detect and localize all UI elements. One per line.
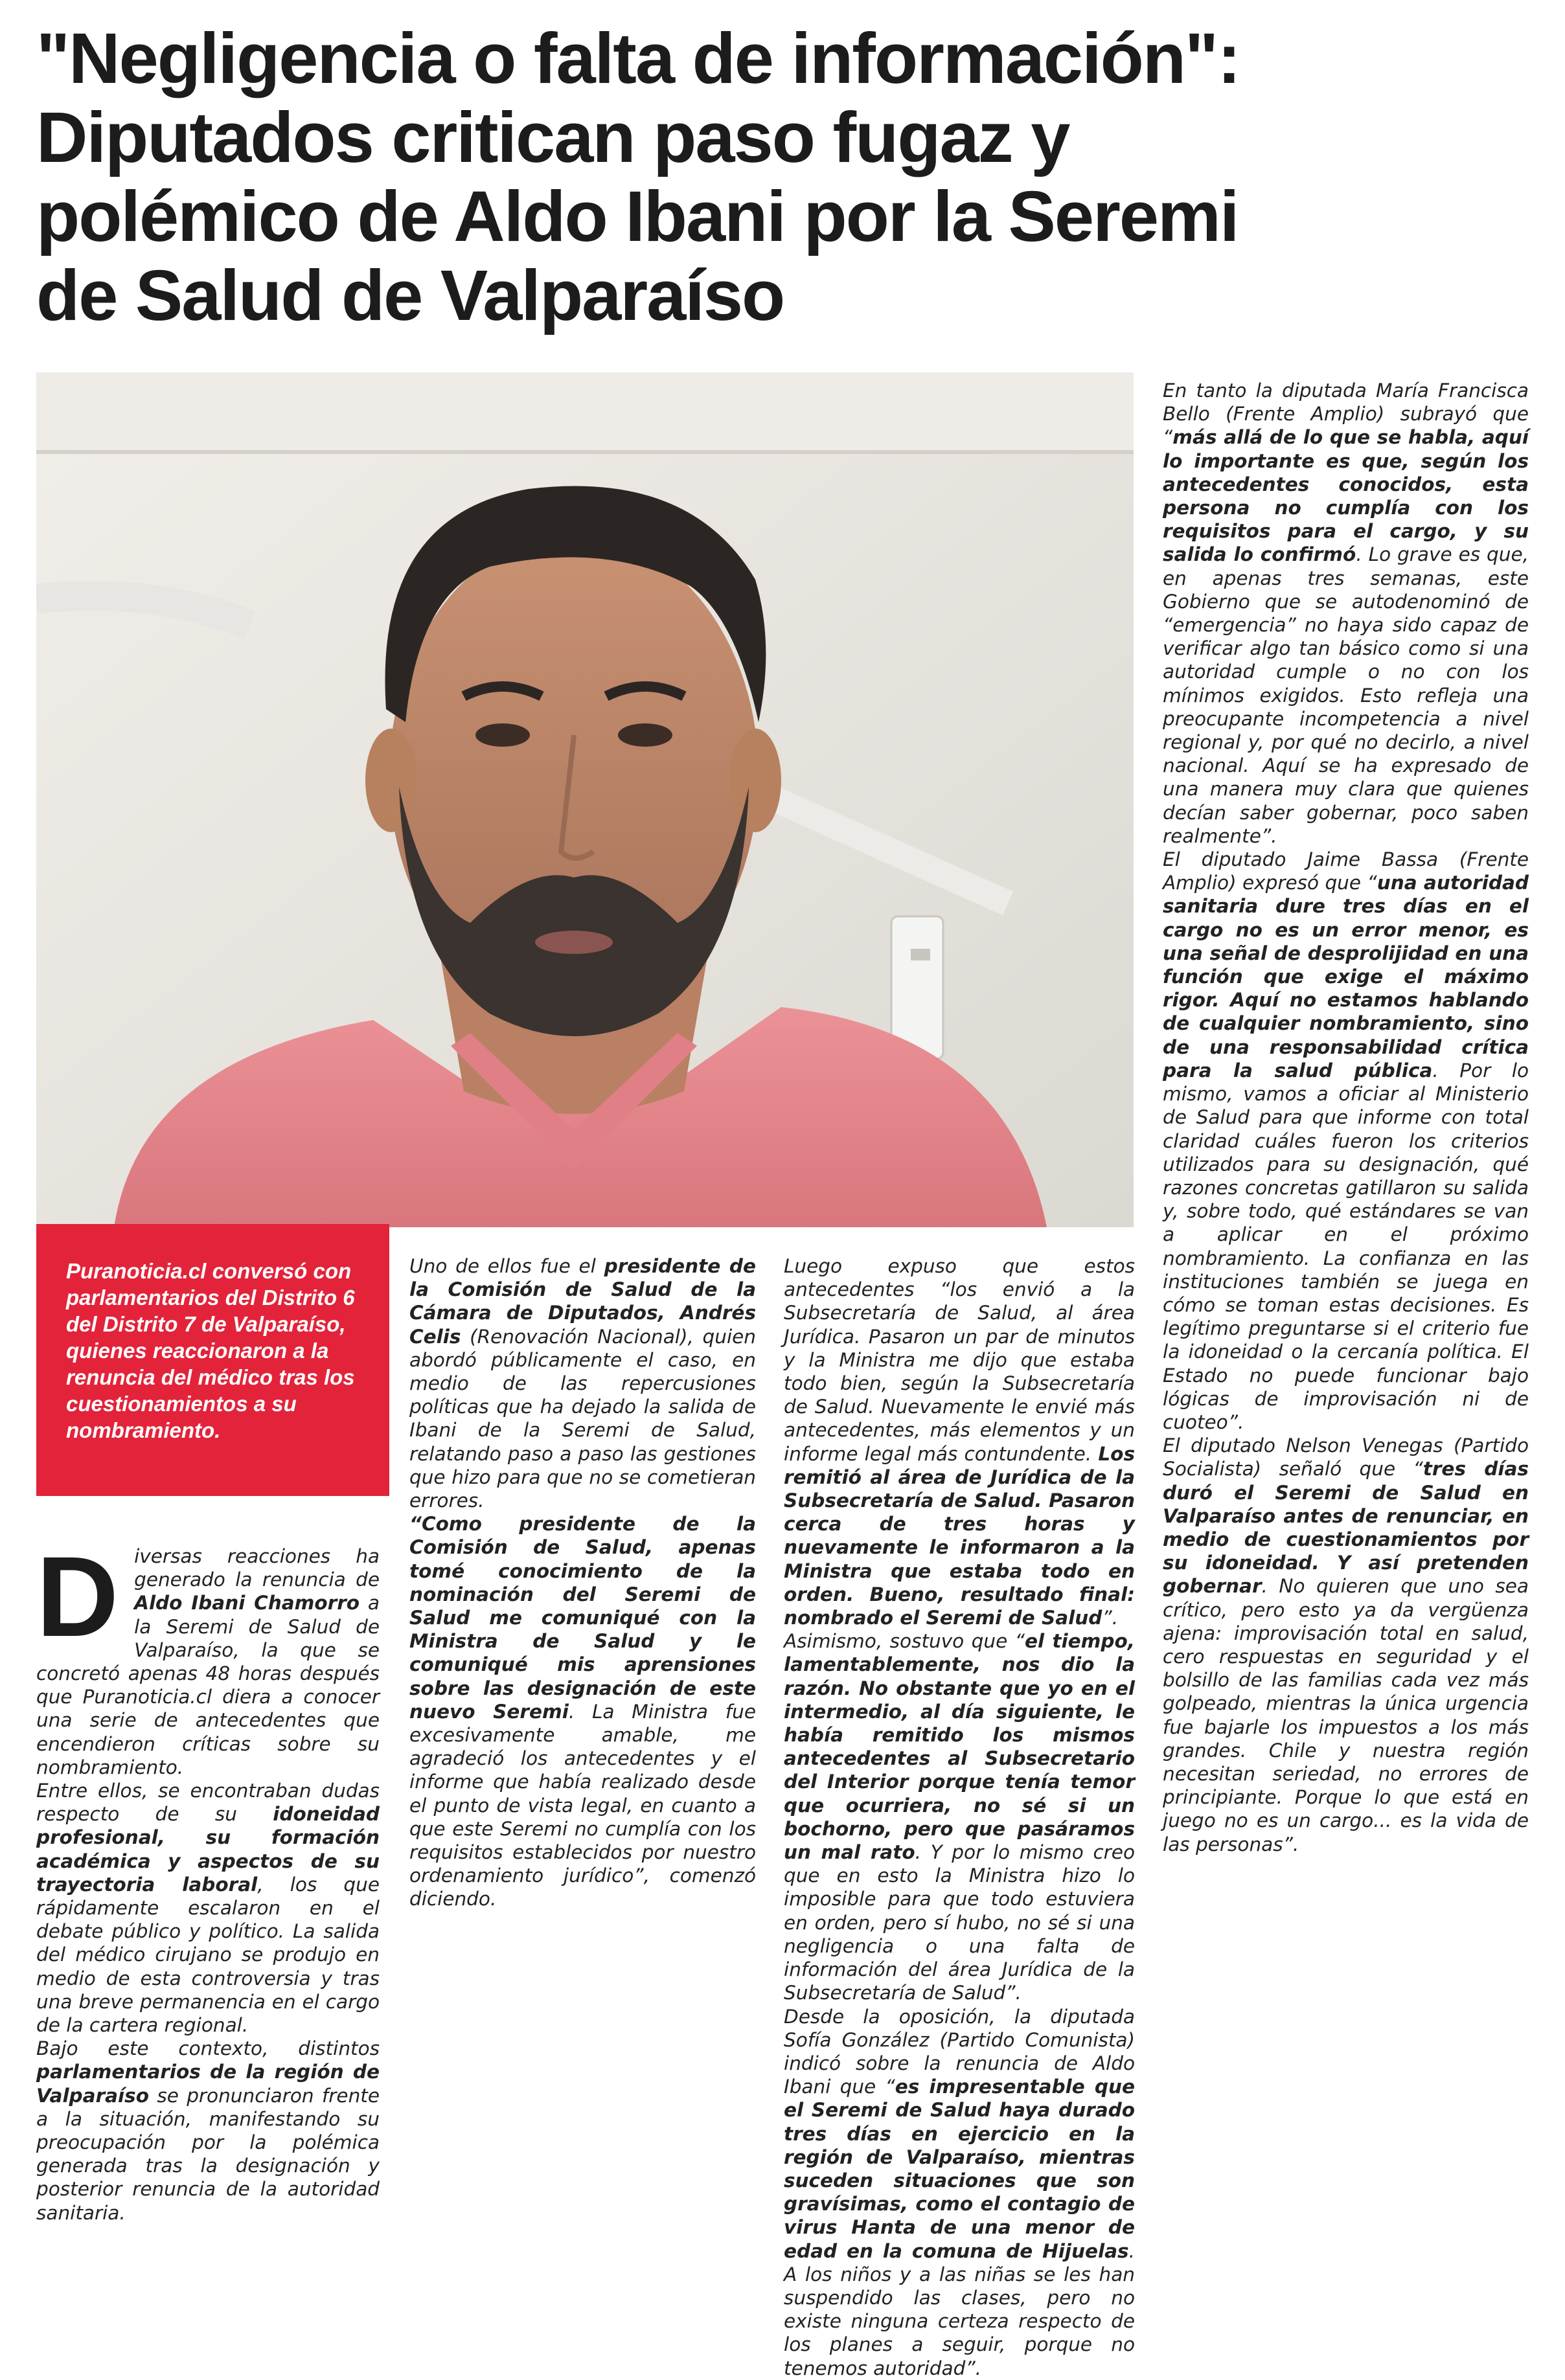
text-run: En tanto la diputada María Francisca Bello (Frente Amplio) subrayó que “ <box>1163 380 1529 449</box>
headline <box>36 19 1526 335</box>
text-run: Desde la oposición, la diputada Sofía González (Partido Comunista) indicó sobre la renuncia de Aldo Ibani que “ <box>784 2005 1135 2098</box>
paragraph <box>784 1629 1135 2004</box>
paragraph <box>1163 848 1529 1434</box>
text-run: . Y por lo mismo creo que en esto la Ministra hizo lo imposible para que todo estuviera en orden, pero sí hubo, no sé si una negligencia o una falta de información del área Jurídica de la Subsecretaría de Salud”. <box>784 1841 1135 2004</box>
portrait-illustration <box>36 372 1134 1227</box>
bold-run: presidente de la Comisión de Salud de la Cámara de Diputados, Andrés Celis <box>409 1255 756 1348</box>
bold-run: Aldo Ibani Chamorro <box>134 1592 360 1615</box>
text-run: Bajo este contexto, distintos <box>36 2037 380 2060</box>
bold-run: tres días duró el Seremi de Salud en Valparaíso antes de renunciar, en medio de cuestionamientos por su idoneidad. Y así pretenden gobernar <box>1163 1458 1529 1598</box>
bold-run: parlamentarios de la región de Valparaíso <box>36 2061 380 2107</box>
paragraph <box>409 1512 756 1910</box>
headline-line: de Salud de Valparaíso <box>36 256 784 335</box>
article-column-2 <box>409 1254 756 1911</box>
text-run: . Lo grave es que, en apenas tres semanas, este Gobierno que se autodenominó de “emergencia” no haya sido capaz de verificar algo tan básico como si una autoridad cumple o no con los mínimos exigidos. Esto refleja una preocupante incompetencia a nivel regional y, por qué no decirlo, a nivel nacional. Aquí se ha expresado de una manera muy clara que quienes decían saber gobernar, poco saben realmente”. <box>1163 543 1529 847</box>
paragraph <box>784 1254 1135 1629</box>
headline-line: polémico de Aldo Ibani por la Seremi <box>36 177 1239 256</box>
article-photo <box>36 372 1134 1227</box>
article-column-3 <box>784 1254 1135 2380</box>
paragraph <box>1163 379 1529 848</box>
paragraph <box>784 2005 1135 2380</box>
paragraph <box>36 2037 380 2225</box>
text-run: a la Seremi de Salud de Valparaíso, la que se concretó apenas 48 horas después que Puranoticia.cl diera a conocer una serie de antecedentes que encendieron críticas sobre su nombramiento. <box>36 1592 380 1778</box>
text-run: . La Ministra fue excesivamente amable, me agradeció los antecedentes y el informe que había realizado desde el punto de vista legal, en cuanto a que este Seremi no cumplía con los requisitos establecidos por nuestro ordenamiento jurídico”, comenzó diciendo. <box>409 1700 756 1910</box>
headline-line: Diputados critican paso fugaz y <box>36 98 1069 177</box>
paragraph <box>36 1779 380 2037</box>
bold-run: Los remitió al área de Jurídica de la Subsecretaría de Salud. Pasaron cerca de tres horas y nuevamente le informaron a la Ministra que estaba todo en orden. Bueno, resultado final: nombrado el Seremi de Salud <box>784 1442 1135 1629</box>
text-run: Luego expuso que estos antecedentes “los envió a la Subsecretaría de Salud, al área Jurídica. Pasaron un par de minutos y la Ministra me dijo que estaba todo bien, según la Subsecretaría de Salud. Nuevamente le envié más antecedentes, más elementos y un informe legal más contundente. <box>784 1255 1135 1465</box>
photo-caption: Puranoticia.cl conversó con parlamentarios del Distrito 6 del Distrito 7 de Valparaíso, quienes reaccionaron a la renuncia del médico tras los cuestionamientos a su nombramiento. <box>36 1224 389 1496</box>
text-run: se pronunciaron frente a la situación, manifestando su preocupación por la polémica generada tras la designación y posterior renuncia de la autoridad sanitaria. <box>36 2084 380 2224</box>
text-run: iversas reacciones ha generado la renuncia de <box>134 1545 380 1591</box>
paragraph <box>409 1254 756 1512</box>
text-run: . No quieren que uno sea crítico, pero esto ya da vergüenza ajena: improvisación total en salud, cero respuestas en seguridad y el bolsillo de las familias cada vez más golpeado, mientras la única urgencia fue bajarle los impuestos a los más grandes. Chile y nuestra región necesitan seriedad, no errores de principiante. Porque lo que está en juego no es un cargo... es la vida de las personas”. <box>1163 1575 1529 1855</box>
text-run: , los que rápidamente escalaron en el debate público y político. La salida del médico cirujano se produjo en medio de esta controversia y tras una breve permanencia en el cargo de la cartera regional. <box>36 1873 380 2037</box>
text-run: El diputado Jaime Bassa (Frente Amplio) expresó que “ <box>1163 848 1529 894</box>
text-run: El diputado Nelson Venegas (Partido Socialista) señaló que “ <box>1163 1434 1529 1480</box>
text-run: Entre ellos, se encontraban dudas respecto de su <box>36 1780 380 1826</box>
text-run: Asimismo, sostuvo que “ <box>784 1630 1025 1653</box>
bold-run: idoneidad profesional, su formación académica y aspectos de su trayectoria laboral <box>36 1803 380 1896</box>
bold-run: más allá de lo que se habla, aquí lo importante es que, según los antecedentes conocidos, esta persona no cumplía con los requisitos para el cargo, y su salida lo confirmó <box>1163 426 1529 566</box>
paragraph <box>1163 1434 1529 1856</box>
text-run: (Renovación Nacional), quien abordó públicamente el caso, en medio de las repercusiones políticas que ha dejado la salida de Ibani de la Seremi de Salud, relatando paso a paso las gestiones que hizo para que no se cometieran errores. <box>409 1325 756 1512</box>
text-run: Uno de ellos fue el <box>409 1255 604 1277</box>
article-column-1 <box>36 1534 380 2225</box>
bold-run: “Como presidente de la Comisión de Salud, apenas tomé conocimiento de la nominación del Seremi de Salud me comuniqué con la Ministra de Salud y le comuniqué mis aprensiones sobre las designación de este nuevo Seremi <box>409 1513 756 1723</box>
text-run: . Por lo mismo, vamos a oficiar al Ministerio de Salud para que informe con total claridad cuáles fueron los criterios utilizados para su designación, qué razones concretas gatillaron su salida y, sobre todo, qué estándares se van a aplicar en el próximo nombramiento. La confianza en las instituciones también se juega en cómo se toman estas decisiones. Es legítimo preguntarse si el criterio fue la idoneidad o la cercanía política. El Estado no puede funcionar bajo lógicas de improvisación ni de cuoteo”. <box>1163 1059 1529 1433</box>
text-run: . A los niños y a las niñas se les han suspendido las clases, pero no existe ninguna certeza respecto de los planes a seguir, porque no tenemos autoridad”. <box>784 2239 1135 2379</box>
bold-run: es impresentable que el Seremi de Salud haya durado tres días en ejercicio en la región de Valparaíso, mientras suceden situaciones que son gravísimas, como el contagio de virus Hanta de una menor de edad en la comuna de Hijuelas <box>784 2076 1135 2262</box>
text-run: ”. <box>1102 1607 1119 1629</box>
bold-run: el tiempo, lamentablemente, nos dio la razón. No obstante que yo en el intermedio, al día siguiente, le había remitido los mismos antecedentes al Subsecretario del Interior porque tenía temor que ocurriera, no sé si un bochorno, pero que pasáramos un mal rato <box>784 1630 1135 1864</box>
headline-line: "Negligencia o falta de información": <box>36 19 1240 98</box>
bold-run: una autoridad sanitaria dure tres días en el cargo no es un error menor, es una señal de desprolijidad en una función que exige el máximo rigor. Aquí no estamos hablando de cualquier nombramiento, sino de una responsabilidad crítica para la salud pública <box>1163 872 1529 1082</box>
drop-cap: D <box>36 1534 119 1660</box>
article-column-4 <box>1163 379 1529 1856</box>
